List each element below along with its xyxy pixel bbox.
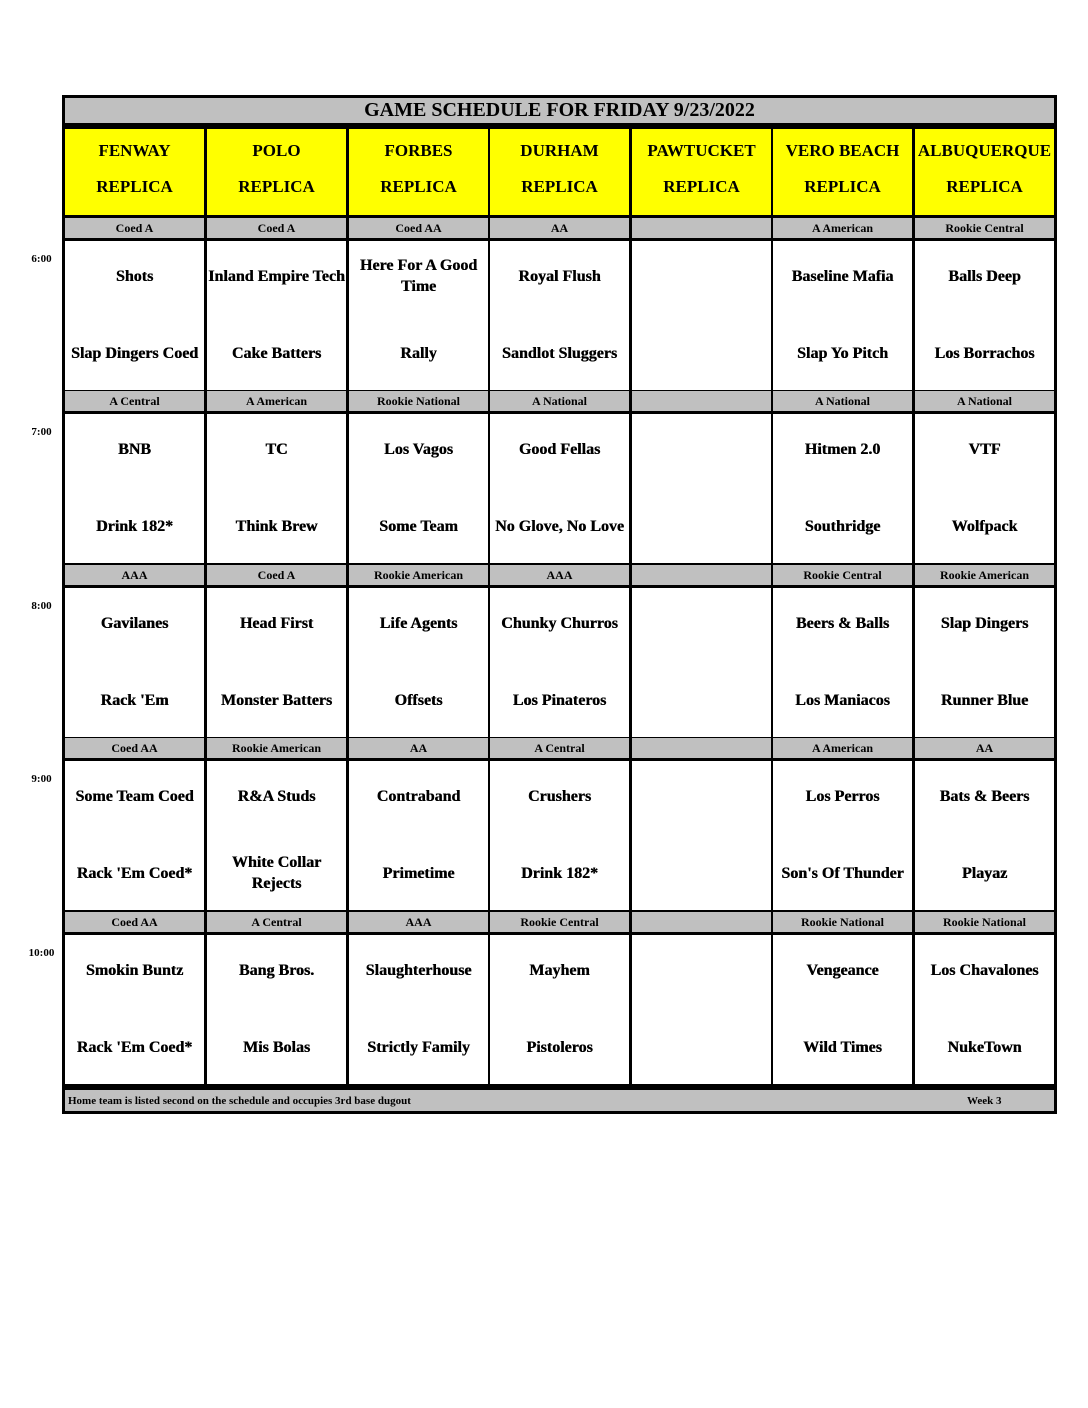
game-cell — [632, 414, 771, 563]
division-label: A American — [812, 220, 873, 235]
away-team: Beers & Balls — [795, 614, 890, 632]
division-band — [773, 565, 912, 585]
home-team: Mis Bolas — [242, 1038, 311, 1056]
field-name: DURHAM — [520, 141, 599, 160]
division-label: Coed A — [257, 567, 296, 582]
division-label: A Central — [534, 740, 585, 755]
division-band — [349, 565, 488, 585]
field-subtitle: REPLICA — [380, 177, 457, 196]
away-team: Good Fellas — [518, 440, 601, 458]
game-cell — [207, 588, 346, 737]
field-header — [490, 129, 629, 215]
division-band — [915, 391, 1054, 411]
game-cell — [773, 935, 912, 1084]
division-band — [207, 391, 346, 411]
field-name: FENWAY — [98, 141, 171, 160]
time-label: 7:00 — [31, 426, 52, 438]
home-team: Wolfpack — [951, 517, 1018, 535]
field-subtitle: REPLICA — [521, 177, 598, 196]
game-cell — [915, 761, 1054, 910]
division-band — [490, 912, 629, 932]
division-band — [349, 218, 488, 238]
field-header — [632, 129, 771, 215]
game-cell — [65, 935, 204, 1084]
game-cell — [207, 761, 346, 910]
division-label: Coed A — [257, 220, 296, 235]
away-team: Vengeance — [806, 961, 879, 979]
division-label: A National — [956, 393, 1012, 408]
game-cell — [65, 414, 204, 563]
away-team: Head First — [239, 614, 314, 632]
game-cell — [207, 241, 346, 390]
home-team: NukeTown — [947, 1038, 1022, 1056]
field-name: POLO — [252, 141, 301, 160]
home-team: Rack 'Em Coed* — [76, 1038, 193, 1056]
home-team: Sandlot Sluggers — [501, 344, 618, 362]
field-header — [915, 129, 1054, 215]
division-band — [632, 218, 771, 238]
game-cell — [349, 588, 488, 737]
division-band — [65, 912, 204, 932]
schedule-title: GAME SCHEDULE FOR FRIDAY 9/23/2022 — [65, 98, 1054, 126]
field-subtitle: REPLICA — [804, 177, 881, 196]
game-cell — [632, 588, 771, 737]
division-band — [632, 565, 771, 585]
division-band — [490, 218, 629, 238]
game-cell — [65, 241, 204, 390]
division-label: Coed AA — [395, 220, 442, 235]
game-cell — [349, 935, 488, 1084]
away-team: VTF — [968, 440, 1001, 458]
game-cell — [490, 761, 629, 910]
division-band — [915, 912, 1054, 932]
away-team: R&A Studs — [237, 787, 316, 805]
division-band — [65, 565, 204, 585]
away-team: Here For A Good Time — [359, 257, 478, 295]
game-cell — [773, 241, 912, 390]
division-band — [773, 391, 912, 411]
division-band — [915, 738, 1054, 758]
division-band — [65, 218, 204, 238]
game-cell — [915, 935, 1054, 1084]
division-band — [65, 391, 204, 411]
home-team: Los Maniacos — [795, 691, 890, 709]
field-subtitle: REPLICA — [946, 177, 1023, 196]
schedule-footer — [65, 1087, 1054, 1111]
division-label: Rookie Central — [803, 567, 882, 582]
division-label: A National — [531, 393, 587, 408]
time-label: 6:00 — [31, 253, 52, 265]
division-band — [773, 912, 912, 932]
division-label: A American — [246, 393, 307, 408]
away-team: Baseline Mafia — [791, 267, 894, 285]
away-team: Los Chavalones — [930, 961, 1039, 979]
home-team: Rally — [400, 344, 437, 362]
division-band — [632, 912, 771, 932]
home-team: Los Borrachos — [934, 344, 1035, 362]
division-label: A Central — [109, 393, 160, 408]
field-name: ALBUQUERQUE — [917, 141, 1052, 160]
game-cell — [632, 761, 771, 910]
game-cell — [490, 935, 629, 1084]
week-label: Week 3 — [967, 1094, 1002, 1107]
division-label: AAA — [121, 567, 148, 582]
away-team: Slap Dingers — [940, 614, 1029, 632]
division-band — [915, 565, 1054, 585]
game-cell — [490, 241, 629, 390]
game-cell — [915, 588, 1054, 737]
away-team: Smokin Buntz — [85, 961, 184, 979]
game-cell — [207, 414, 346, 563]
division-label: Rookie American — [232, 740, 321, 755]
away-team: Mayhem — [529, 961, 590, 979]
division-label: Rookie American — [940, 567, 1029, 582]
away-team: Contraband — [376, 787, 461, 805]
game-cell — [632, 241, 771, 390]
away-team: Bats & Beers — [939, 787, 1030, 805]
game-cell — [915, 241, 1054, 390]
division-band — [490, 391, 629, 411]
away-team: Balls Deep — [948, 267, 1021, 285]
time-label: 10:00 — [28, 947, 55, 959]
division-label: A National — [814, 393, 870, 408]
home-team: Offsets — [394, 691, 443, 709]
home-team: Think Brew — [235, 517, 318, 535]
division-band — [349, 391, 488, 411]
division-band — [632, 738, 771, 758]
division-label: AA — [550, 220, 569, 235]
game-cell — [490, 588, 629, 737]
away-team: Slaughterhouse — [365, 961, 472, 979]
home-team: Drink 182* — [521, 864, 598, 882]
field-header — [65, 129, 204, 215]
game-cell — [773, 588, 912, 737]
home-team: Primetime — [382, 864, 455, 882]
division-label: Coed AA — [111, 914, 158, 929]
division-label: Rookie Central — [945, 220, 1024, 235]
home-team: Runner Blue — [940, 691, 1029, 709]
division-band — [490, 738, 629, 758]
division-band — [632, 391, 771, 411]
home-team: Pistoleros — [526, 1038, 593, 1056]
division-band — [207, 218, 346, 238]
away-team: Shots — [115, 267, 154, 285]
game-cell — [349, 414, 488, 563]
home-team: Slap Yo Pitch — [797, 344, 888, 362]
field-subtitle: REPLICA — [96, 177, 173, 196]
game-cell — [65, 761, 204, 910]
division-label: A Central — [251, 914, 302, 929]
game-cell — [773, 414, 912, 563]
away-team: TC — [265, 440, 288, 458]
away-team: Los Vagos — [384, 440, 453, 458]
home-team: Southridge — [804, 517, 881, 535]
division-band — [349, 738, 488, 758]
division-band — [349, 912, 488, 932]
game-cell — [65, 588, 204, 737]
game-cell — [915, 414, 1054, 563]
away-team: Inland Empire Tech — [208, 267, 345, 285]
division-label: Rookie Central — [520, 914, 599, 929]
away-team: Some Team Coed — [75, 787, 194, 805]
field-header — [207, 129, 346, 215]
time-label: 8:00 — [31, 600, 52, 612]
home-team: No Glove, No Love — [495, 517, 624, 535]
field-subtitle: REPLICA — [663, 177, 740, 196]
game-cell — [773, 761, 912, 910]
home-team: Some Team — [379, 517, 458, 535]
home-team-note: Home team is listed second on the schedule and occupies 3rd base dugout — [68, 1094, 411, 1107]
home-team: Drink 182* — [96, 517, 173, 535]
division-band — [207, 738, 346, 758]
home-team: Cake Batters — [231, 344, 322, 362]
away-team: BNB — [118, 440, 151, 458]
division-band — [773, 738, 912, 758]
home-team: Playaz — [961, 864, 1008, 882]
field-subtitle: REPLICA — [238, 177, 315, 196]
division-label: AA — [975, 740, 994, 755]
field-header — [773, 129, 912, 215]
away-team: Hitmen 2.0 — [804, 440, 881, 458]
division-band — [915, 218, 1054, 238]
division-band — [65, 738, 204, 758]
division-label: A American — [812, 740, 873, 755]
home-team: Slap Dingers Coed — [70, 344, 199, 362]
division-label: Rookie National — [942, 914, 1026, 929]
time-label: 9:00 — [31, 773, 52, 785]
home-team: White Collar Rejects — [231, 854, 322, 892]
game-cell — [207, 935, 346, 1084]
division-label: AAA — [405, 914, 432, 929]
home-team: Son's Of Thunder — [781, 864, 904, 882]
division-label: AAA — [546, 567, 573, 582]
field-name: VERO BEACH — [785, 141, 900, 160]
division-label: Coed A — [115, 220, 154, 235]
away-team: Chunky Churros — [501, 614, 618, 632]
home-team: Los Pinateros — [512, 691, 607, 709]
home-team: Rack 'Em Coed* — [76, 864, 193, 882]
field-name: FORBES — [384, 141, 453, 160]
division-band — [207, 565, 346, 585]
division-label: Rookie American — [374, 567, 463, 582]
away-team: Bang Bros. — [238, 961, 315, 979]
home-team: Strictly Family — [367, 1038, 470, 1056]
division-label: Coed AA — [111, 740, 158, 755]
home-team: Rack 'Em — [100, 691, 169, 709]
away-team: Gavilanes — [100, 614, 169, 632]
game-cell — [632, 935, 771, 1084]
game-cell — [349, 241, 488, 390]
home-team: Wild Times — [803, 1038, 882, 1056]
field-name: PAWTUCKET — [647, 141, 756, 160]
field-header — [349, 129, 488, 215]
game-cell — [349, 761, 488, 910]
schedule-table — [62, 95, 1057, 1114]
away-team: Royal Flush — [518, 267, 601, 285]
away-team: Los Perros — [805, 787, 880, 805]
division-label: AA — [409, 740, 428, 755]
division-band — [207, 912, 346, 932]
division-band — [773, 218, 912, 238]
division-label: Rookie National — [800, 914, 884, 929]
home-team: Monster Batters — [220, 691, 333, 709]
game-cell — [490, 414, 629, 563]
away-team: Life Agents — [379, 614, 458, 632]
away-team: Crushers — [527, 787, 592, 805]
division-band — [490, 565, 629, 585]
division-label: Rookie National — [376, 393, 460, 408]
